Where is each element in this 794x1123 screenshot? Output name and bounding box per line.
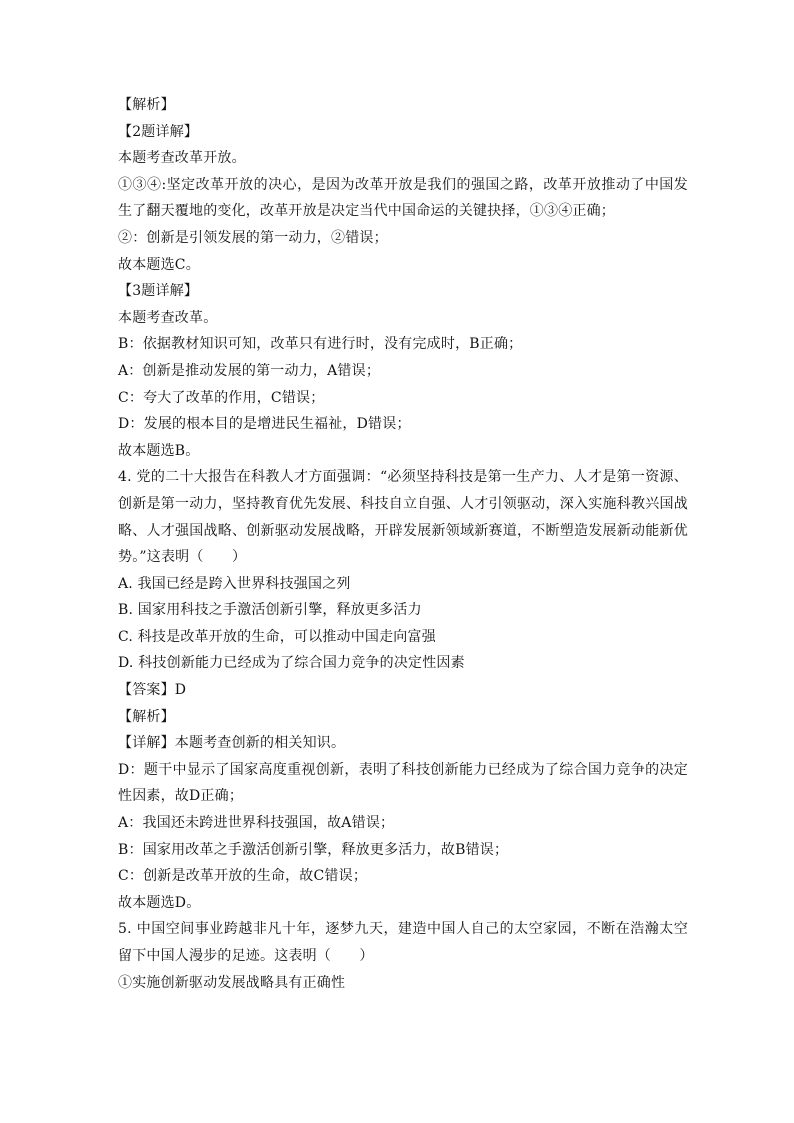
q4-conclusion: 故本题选D。 xyxy=(118,894,201,911)
document-page xyxy=(118,92,688,996)
q2-detail-heading: 【2题详解】 xyxy=(118,123,199,140)
q2-topic: 本题考查改革开放。 xyxy=(118,150,246,167)
q4-explanation-c: C：创新是改革开放的生命，故C错误； xyxy=(118,868,368,885)
q4-detail: 【详解】本题考查创新的相关知识。 xyxy=(118,735,346,752)
q2-conclusion: 故本题选C。 xyxy=(118,256,200,273)
q3-explanation-c: C：夸大了改革的作用，C错误； xyxy=(118,389,325,406)
q3-explanation-d: D：发展的根本目的是增进民生福祉，D错误； xyxy=(118,416,411,433)
q2-explanation-134: ①③④:坚定改革开放的决心，是因为改革开放是我们的强国之路，改革开放推动了中国发生了翻天覆地的变化，改革开放是决定当代中国命运的关键抉择，①③④正确； xyxy=(118,176,688,220)
q4-option-c: C. 科技是改革开放的生命，可以推动中国走向富强 xyxy=(118,628,436,645)
q3-detail-heading: 【3题详解】 xyxy=(118,283,199,300)
q4-stem: 4. 党的二十大报告在科教人才方面强调：“必须坚持科技是第一生产力、人才是第一资源、创新是第一动力，坚持教育优先发展、科技自立自强、人才引领驱动，深入实施科教兴国战略、人才强国战略、创新驱动发展战略，开辟发展新领域新赛道，不断塑造发展新动能新优势。”这表明（ ） xyxy=(118,469,688,566)
q4-option-d: D. 科技创新能力已经成为了综合国力竞争的决定性因素 xyxy=(118,655,465,672)
q4-answer: 【答案】D xyxy=(118,682,187,699)
q5-stem: 5. 中国空间事业跨越非凡十年，逐梦九天，建造中国人自己的太空家园，不断在浩瀚太空留下中国人漫步的足迹。这表明（ ） xyxy=(118,921,688,964)
analysis-heading: 【解析】 xyxy=(118,97,175,113)
q4-explanation-b: B：国家用改革之手激活创新引擎，释放更多活力，故B错误； xyxy=(118,841,509,858)
q4-analysis-heading: 【解析】 xyxy=(118,708,175,725)
q3-explanation-a: A：创新是推动发展的第一动力，A错误； xyxy=(118,362,381,379)
q5-statement-1: ①实施创新驱动发展战略具有正确性 xyxy=(118,974,346,991)
q4-option-b: B. 国家用科技之手激活创新引擎，释放更多活力 xyxy=(118,602,422,619)
q3-conclusion: 故本题选B。 xyxy=(118,442,200,459)
q4-explanation-d: D：题干中显示了国家高度重视创新，表明了科技创新能力已经成为了综合国力竞争的决定性因素，故D正确； xyxy=(118,761,688,805)
q3-topic: 本题考查改革。 xyxy=(118,309,218,326)
q3-explanation-b: B：依据教材知识可知，改革只有进行时，没有完成时，B正确； xyxy=(118,336,523,353)
q4-option-a: A. 我国已经是跨入世界科技强国之列 xyxy=(118,575,351,592)
q4-explanation-a: A：我国还未跨进世界科技强国，故A错误； xyxy=(118,815,395,832)
q2-explanation-2: ②：创新是引领发展的第一动力，②错误； xyxy=(118,229,388,246)
